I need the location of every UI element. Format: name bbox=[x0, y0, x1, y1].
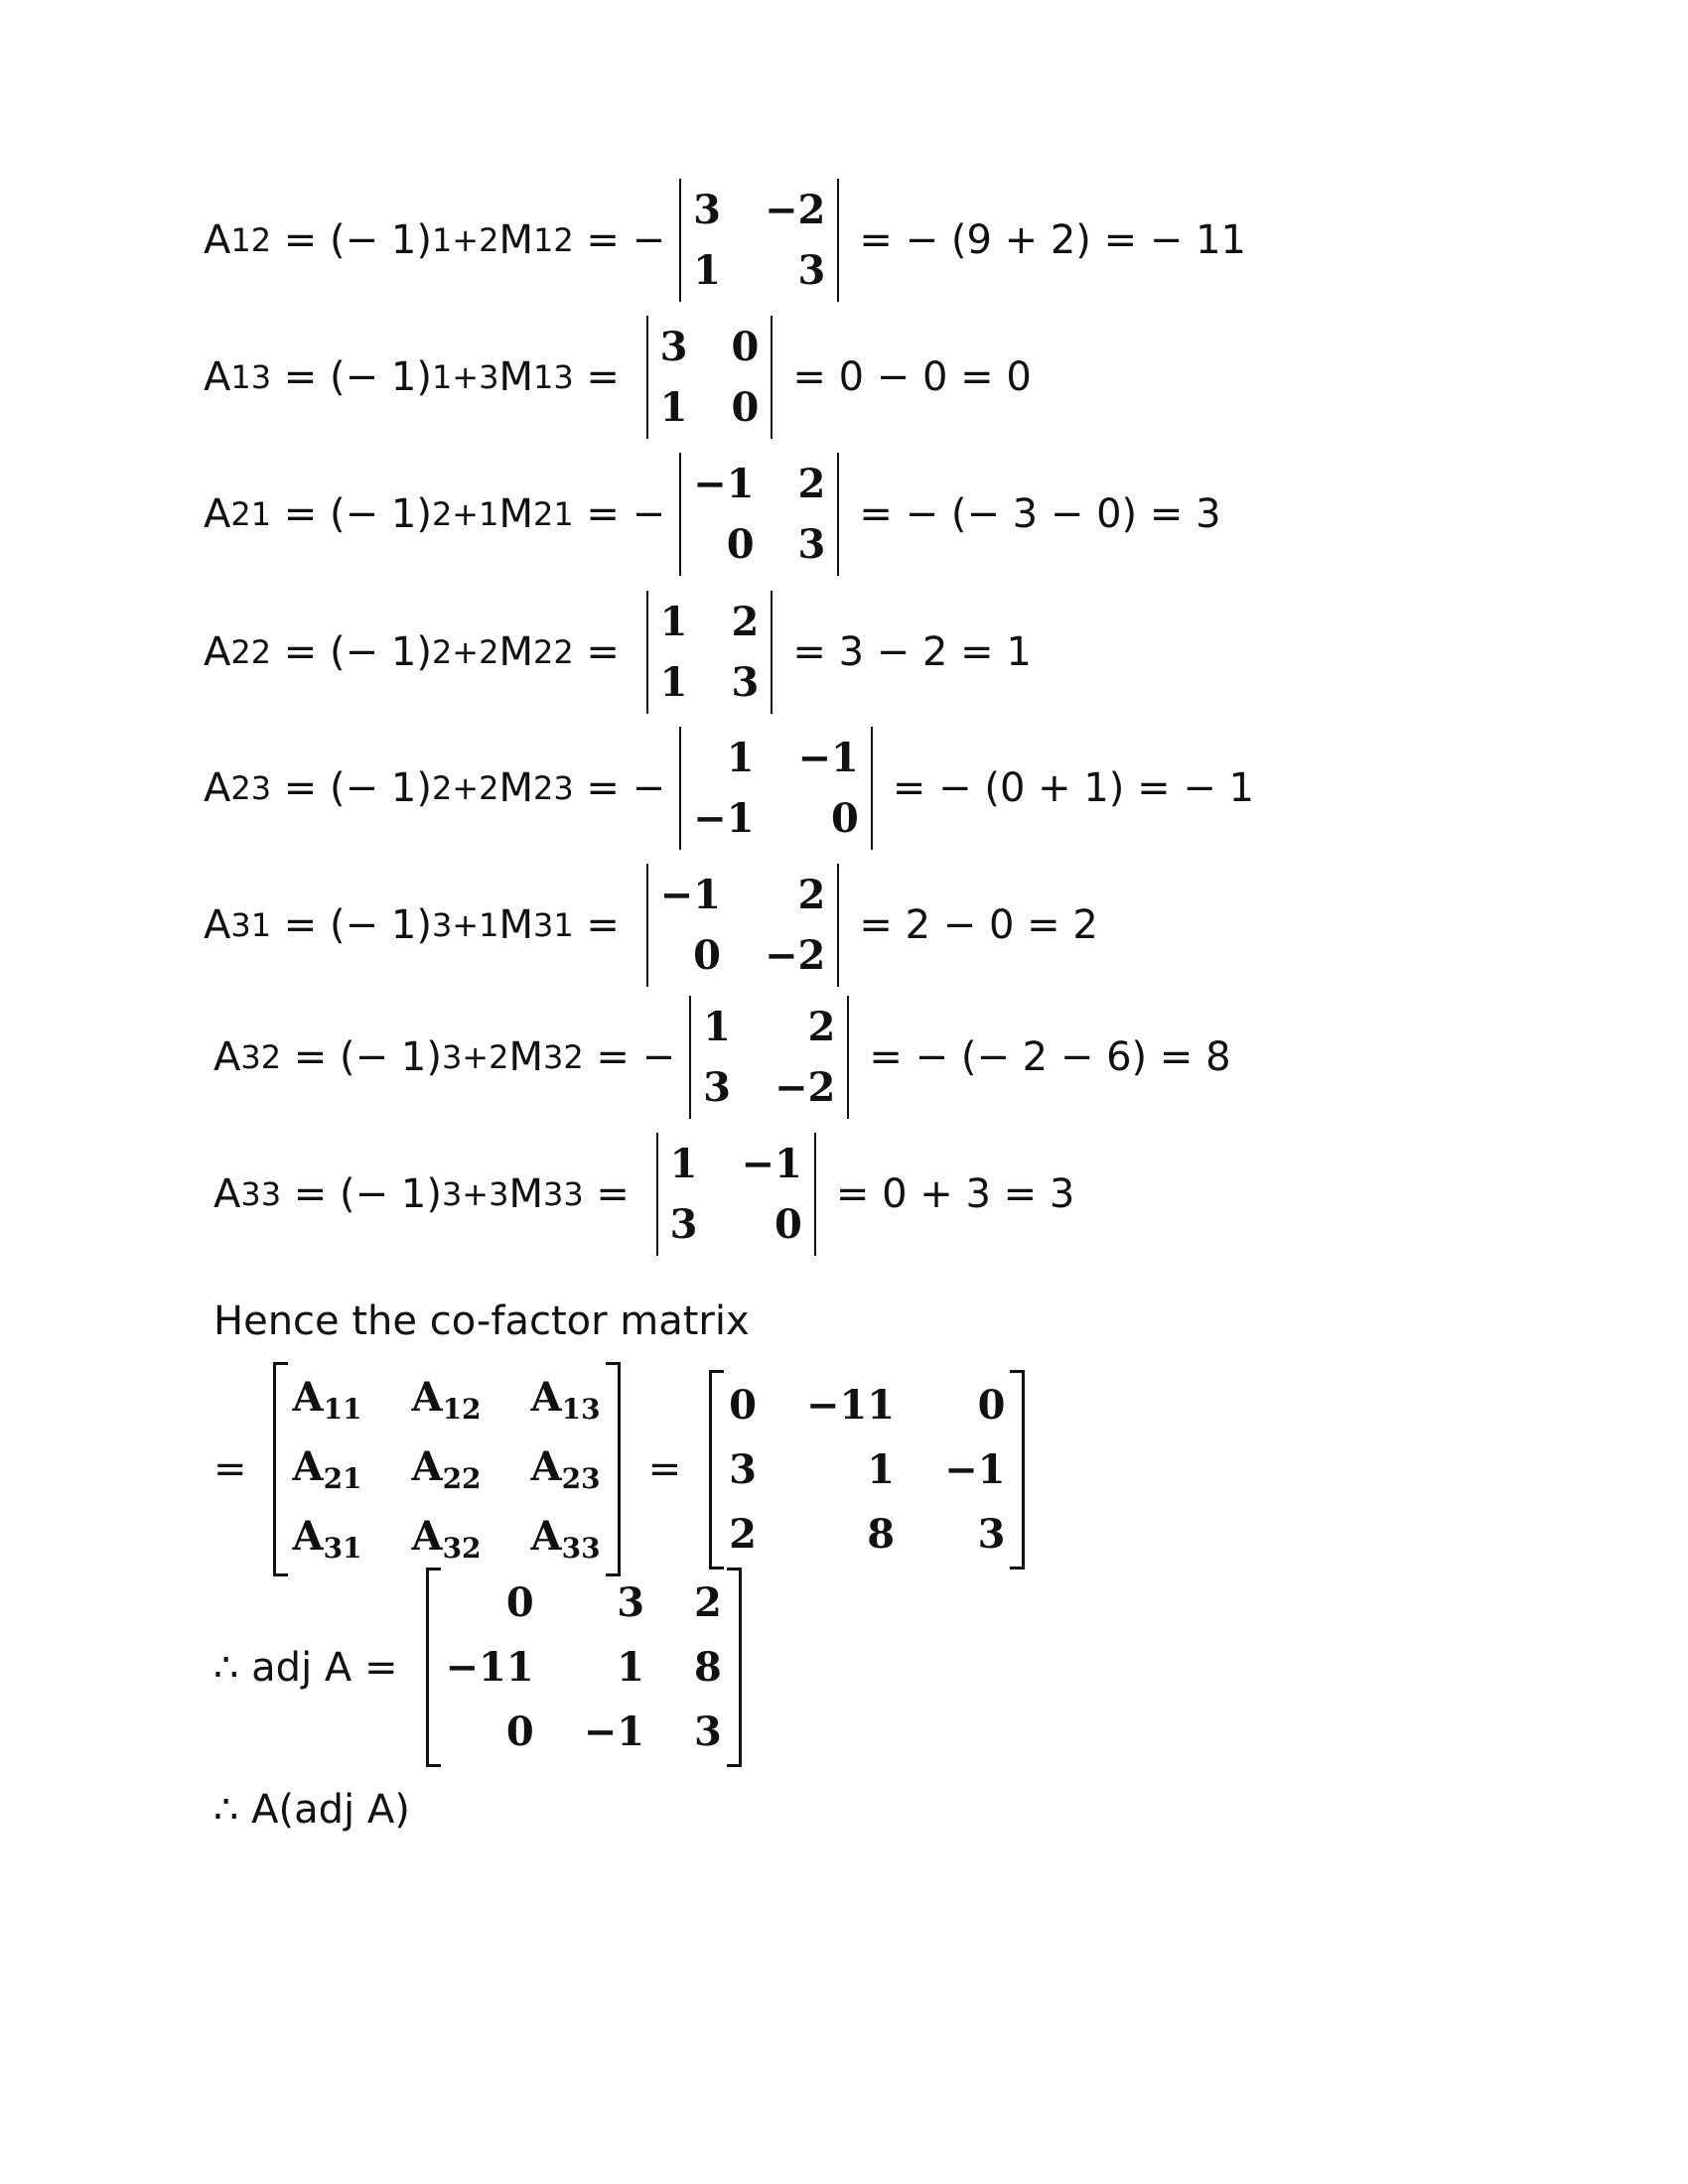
cofactor-result: = − (− 3 − 0) = 3 bbox=[859, 491, 1221, 537]
matrix-cell: −11 bbox=[805, 1381, 896, 1429]
cofactor-row-23 bbox=[204, 735, 1254, 842]
adj-label: ∴ adj A = bbox=[213, 1644, 398, 1691]
determinant-cell: 1 bbox=[659, 384, 688, 431]
determinant-cell: 1 bbox=[693, 247, 722, 294]
matrix-cell: 0 bbox=[505, 1579, 534, 1626]
cofactor-result: = 3 − 2 = 1 bbox=[792, 629, 1032, 675]
determinant-cell: 2 bbox=[731, 599, 760, 645]
determinant-cell: 3 bbox=[797, 247, 826, 294]
cofactor-lhs: A 33 = (− 1) 3+3 M 33 = bbox=[213, 1171, 642, 1217]
matrix-cell: 8 bbox=[867, 1510, 896, 1558]
determinant-cell: 0 bbox=[774, 1201, 802, 1248]
determinant-cell: −1 bbox=[693, 795, 755, 842]
determinant-cell: −1 bbox=[659, 872, 722, 918]
cofactor-row-33 bbox=[213, 1141, 1074, 1248]
cofactor-row-13 bbox=[204, 324, 1032, 431]
minor-determinant bbox=[679, 735, 873, 842]
matrix-cell: 2 bbox=[694, 1579, 722, 1626]
minor-determinant bbox=[646, 599, 774, 706]
cofactor-lhs: A 32 = (− 1) 3+2 M 32 = − bbox=[213, 1034, 676, 1080]
minor-determinant bbox=[689, 1004, 849, 1111]
matrix-cell: $A_{23}$ bbox=[530, 1443, 601, 1495]
matrix-cell: 1 bbox=[867, 1445, 896, 1493]
determinant-cell: 3 bbox=[731, 659, 760, 706]
matrix-cell: 8 bbox=[694, 1644, 722, 1691]
cofactor-result: = − (9 + 2) = − 11 bbox=[859, 217, 1246, 263]
matrix-cell: $A_{21}$ bbox=[292, 1443, 362, 1495]
equals-sign: = bbox=[213, 1446, 247, 1492]
matrix-cell: 0 bbox=[977, 1381, 1006, 1429]
determinant-cell: 3 bbox=[693, 187, 722, 233]
cofactor-result: = 0 + 3 = 3 bbox=[835, 1171, 1075, 1217]
determinant-cell: 0 bbox=[726, 521, 755, 568]
determinant-cell: −1 bbox=[797, 735, 859, 781]
determinant-cell: −2 bbox=[774, 1064, 836, 1111]
matrix-cell: $A_{11}$ bbox=[292, 1374, 362, 1426]
determinant-cell: 2 bbox=[807, 1004, 836, 1050]
determinant-cell: 1 bbox=[703, 1004, 732, 1050]
equals-sign: = bbox=[647, 1446, 682, 1492]
matrix-cell: 1 bbox=[617, 1644, 645, 1691]
matrix-cell: 2 bbox=[729, 1510, 757, 1558]
cofactor-lhs: A 12 = (− 1) 1+2 M 12 = − bbox=[204, 217, 666, 263]
determinant-cell: 1 bbox=[659, 599, 688, 645]
matrix-cell: $A_{32}$ bbox=[411, 1513, 482, 1565]
cofactor-lhs: A 23 = (− 1) 2+2 M 23 = − bbox=[204, 765, 666, 811]
matrix-cell: −1 bbox=[583, 1708, 645, 1755]
matrix-cell: 3 bbox=[729, 1445, 757, 1493]
determinant-cell: 1 bbox=[659, 659, 688, 706]
minor-determinant bbox=[679, 461, 839, 568]
cofactor-result: = 2 − 0 = 2 bbox=[859, 902, 1098, 948]
cofactor-row-32 bbox=[213, 1004, 1231, 1111]
adjoint-row bbox=[213, 1573, 742, 1761]
matrix-cell: −11 bbox=[445, 1644, 534, 1691]
determinant-cell: 1 bbox=[669, 1141, 698, 1187]
determinant-cell: 1 bbox=[726, 735, 755, 781]
matrix-cell: $A_{12}$ bbox=[411, 1374, 482, 1426]
determinant-cell: 3 bbox=[797, 521, 826, 568]
determinant-cell: 0 bbox=[693, 932, 722, 979]
minor-determinant bbox=[646, 324, 774, 431]
determinant-cell: 3 bbox=[703, 1064, 732, 1111]
minor-determinant bbox=[679, 187, 839, 294]
cofactor-lhs: A 31 = (− 1) 3+1 M 31 = bbox=[204, 902, 633, 948]
minor-determinant bbox=[656, 1141, 816, 1248]
determinant-cell: −2 bbox=[765, 932, 826, 979]
matrix-cell: 0 bbox=[729, 1381, 757, 1429]
determinant-cell: 3 bbox=[659, 324, 688, 370]
cofactor-symbol-matrix bbox=[273, 1368, 621, 1570]
determinant-cell: −2 bbox=[765, 187, 826, 233]
determinant-cell: 3 bbox=[669, 1201, 698, 1248]
cofactor-row-22 bbox=[204, 599, 1032, 706]
cofactor-result: = − (0 + 1) = − 1 bbox=[892, 765, 1255, 811]
cofactor-row-12 bbox=[204, 187, 1246, 294]
determinant-cell: 0 bbox=[731, 384, 760, 431]
minor-determinant bbox=[646, 872, 840, 979]
determinant-cell: 2 bbox=[797, 872, 826, 918]
hence-text: Hence the co-factor matrix bbox=[213, 1298, 750, 1344]
matrix-cell: 3 bbox=[617, 1579, 645, 1626]
matrix-cell: 3 bbox=[694, 1708, 722, 1755]
determinant-cell: −1 bbox=[693, 461, 755, 507]
cofactor-row-21 bbox=[204, 461, 1221, 568]
cofactor-row-31 bbox=[204, 872, 1098, 979]
cofactor-lhs: A 21 = (− 1) 2+1 M 21 = − bbox=[204, 491, 666, 537]
matrix-cell: $A_{22}$ bbox=[411, 1443, 482, 1495]
cofactor-value-matrix bbox=[709, 1376, 1025, 1564]
matrix-cell: −1 bbox=[944, 1445, 1006, 1493]
cofactor-result: = − (− 2 − 6) = 8 bbox=[869, 1034, 1231, 1080]
matrix-cell: 0 bbox=[505, 1708, 534, 1755]
final-text: ∴ A(adj A) bbox=[213, 1787, 410, 1833]
cofactor-lhs: A 22 = (− 1) 2+2 M 22 = bbox=[204, 629, 633, 675]
cofactor-lhs: A 13 = (− 1) 1+3 M 13 = bbox=[204, 354, 633, 400]
determinant-cell: 0 bbox=[831, 795, 859, 842]
adjoint-matrix bbox=[426, 1573, 742, 1761]
matrix-cell: 3 bbox=[977, 1510, 1006, 1558]
matrix-cell: $A_{13}$ bbox=[530, 1374, 601, 1426]
matrix-cell: $A_{31}$ bbox=[292, 1513, 362, 1565]
determinant-cell: 0 bbox=[731, 324, 760, 370]
determinant-cell: −1 bbox=[741, 1141, 802, 1187]
cofactor-result: = 0 − 0 = 0 bbox=[792, 354, 1032, 400]
matrix-cell: $A_{33}$ bbox=[530, 1513, 601, 1565]
cofactor-matrix-row bbox=[213, 1368, 1025, 1570]
determinant-cell: 2 bbox=[797, 461, 826, 507]
